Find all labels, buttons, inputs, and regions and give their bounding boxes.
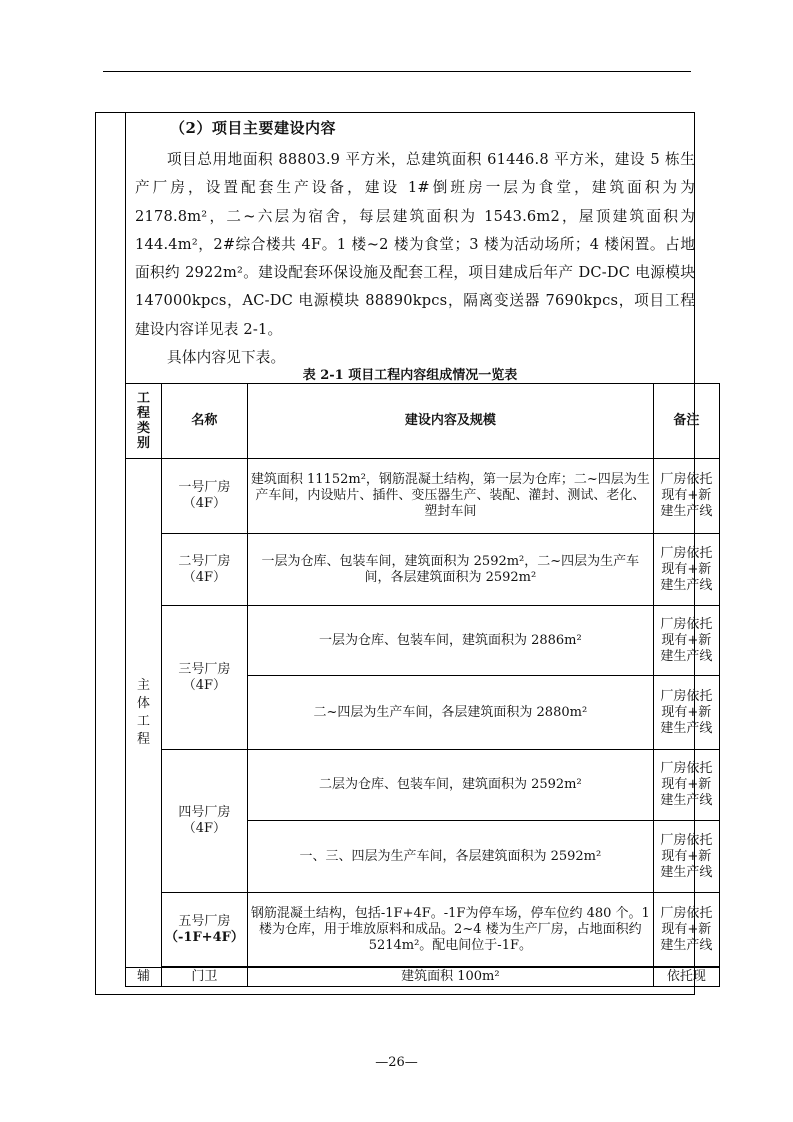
project-content-table (125, 383, 720, 987)
factory-1-content: 建筑面积 11152m²，钢筋混凝土结构，第一层为仓库；二~四层为生产车间，内设贴片、插件、变压器生产、装配、灌封、测试、老化、塑封车间 (247, 459, 653, 534)
table-row (126, 893, 720, 967)
factory-4-content-b: 一、三、四层为生产车间，各层建筑面积为 2592m² (247, 821, 653, 893)
factory-2-name: 二号厂房（4F） (162, 534, 248, 606)
table-row (126, 968, 720, 987)
factory-3-note-b: 厂房依托现有+新建生产线 (653, 676, 719, 750)
factory-5-name-line1: 五号厂房 (178, 913, 231, 929)
table-caption: 表 2-1 项目工程内容组成情况一览表 (302, 368, 518, 383)
factory-3-content-a: 一层为仓库、包装车间，建筑面积为 2886m² (247, 606, 653, 676)
factory-4-note-a: 厂房依托现有+新建生产线 (653, 750, 719, 821)
factory-5-name (162, 893, 248, 967)
header-category: 工程类别 (126, 384, 162, 459)
factory-5-content: 钢筋混凝土结构，包括-1F+4F。-1F为停车场，停车位约 480 个。1 楼为仓库，用于堆放原料和成品。2~4 楼为生产厂房，占地面积约 5214m²。配电间位于-1F。 (247, 893, 653, 967)
category-main: 主体工程 (126, 459, 162, 968)
factory-5-note: 厂房依托现有+新建生产线 (653, 893, 719, 967)
intro-text (135, 146, 695, 372)
section-heading: （2）项目主要建设内容 (170, 119, 336, 137)
factory-4-note-b: 厂房依托现有+新建生产线 (653, 821, 719, 893)
factory-5-name-line2: （-1F+4F） (165, 929, 244, 945)
table-row (126, 750, 720, 821)
frame-left-column-divider (125, 112, 126, 383)
table-row (126, 534, 720, 606)
follow-line: 具体内容见下表。 (167, 349, 286, 367)
gate-note: 依托现 (653, 968, 719, 987)
factory-1-note: 厂房依托现有+新建生产线 (653, 459, 719, 534)
gate-name: 门卫 (162, 968, 248, 987)
page-number: —26— (375, 1055, 418, 1070)
factory-4-name: 四号厂房（4F） (162, 750, 248, 893)
factory-3-content-b: 二~四层为生产车间，各层建筑面积为 2880m² (247, 676, 653, 750)
header-rule (103, 71, 691, 72)
table-header-row (126, 384, 720, 459)
table-row (126, 459, 720, 534)
factory-3-note-a: 厂房依托现有+新建生产线 (653, 606, 719, 676)
category-aux: 辅 (126, 968, 162, 987)
header-note: 备注 (653, 384, 719, 459)
factory-4-content-a: 二层为仓库、包装车间，建筑面积为 2592m² (247, 750, 653, 821)
header-content: 建设内容及规模 (247, 384, 653, 459)
header-name: 名称 (162, 384, 248, 459)
factory-2-content: 一层为仓库、包装车间，建筑面积为 2592m²，二~四层为生产车间，各层建筑面积为 2592m² (247, 534, 653, 606)
gate-content: 建筑面积 100m² (247, 968, 653, 987)
factory-1-name: 一号厂房（4F） (162, 459, 248, 534)
factory-2-note: 厂房依托现有+新建生产线 (653, 534, 719, 606)
table-row (126, 606, 720, 676)
intro-paragraph: 项目总用地面积 88803.9 平方米，总建筑面积 61446.8 平方米，建设 5 栋生产厂房，设置配套生产设备，建设 1#倒班房一层为食堂，建筑面积为为 2178.8m²，二~六层为宿舍，每层建筑面积为 1543.6m2，屋顶建筑面积为 144.4m²，2#综合楼共 4F。1 楼~2 楼为食堂；3 楼为活动场所；4 楼闲置。占地面积约 2922m²。建设配套环保设施及配套工程，项目建成后年产 DC-DC 电源模块 147000kpcs，AC-DC 电源模块 88890kpcs，隔离变送器 7690kpcs，项目工程建设内容详见表 2-1。 (135, 151, 695, 338)
factory-3-name: 三号厂房（4F） (162, 606, 248, 750)
